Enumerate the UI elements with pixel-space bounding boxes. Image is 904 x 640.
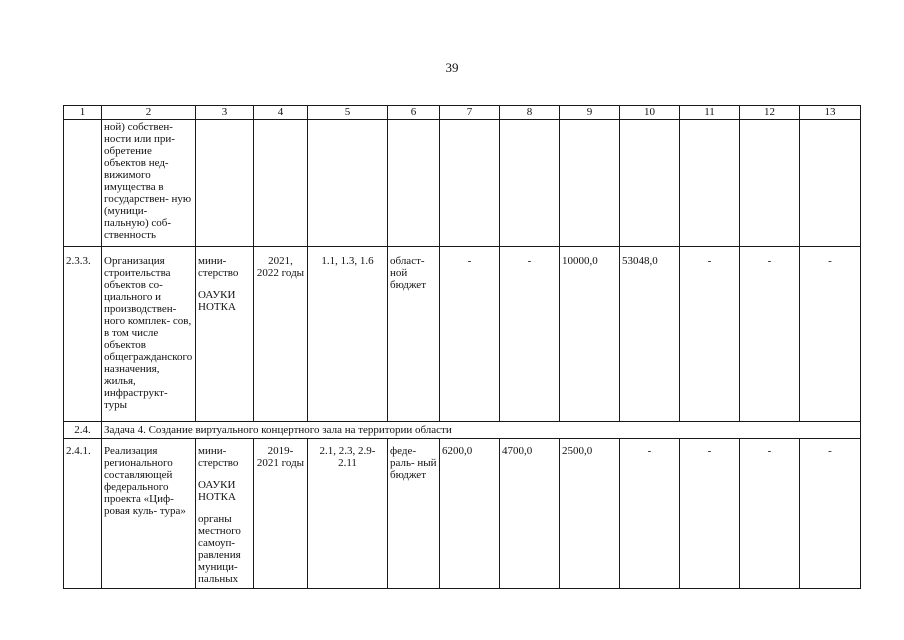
executor-line: мини- стерство	[198, 255, 239, 279]
table-row	[64, 439, 861, 589]
source-cell: област- ной бюджет	[388, 247, 440, 422]
executor-line: мини- стерство	[198, 445, 239, 469]
executor-cell	[196, 439, 254, 589]
header-row	[64, 106, 861, 120]
value-cell: -	[680, 247, 740, 422]
row-number: 2.3.3.	[64, 247, 102, 422]
value-cell: 6200,0	[440, 439, 500, 589]
header-cell: 11	[680, 106, 740, 120]
header-cell: 12	[740, 106, 800, 120]
value-cell: -	[740, 439, 800, 589]
table-cell	[388, 120, 440, 247]
executor-cell	[196, 247, 254, 422]
table-cell	[196, 120, 254, 247]
row-name-cell: Организация строительства объектов со- циального и производствен- ного комплек- сов, в том числе объектов общегражданского назначения, жилья, инфраструкт- туры	[102, 247, 196, 422]
table-cell	[680, 120, 740, 247]
table-cell	[500, 120, 560, 247]
table-cell	[560, 120, 620, 247]
header-cell: 3	[196, 106, 254, 120]
table-row	[64, 120, 861, 247]
indicators-cell: 2.1, 2.3, 2.9- 2.11	[308, 439, 388, 589]
executor-line: органы местного самоуп- равления муници- пальных	[198, 513, 241, 585]
task-title: Задача 4. Создание виртуального концертного зала на территории области	[102, 422, 861, 439]
table-cell	[740, 120, 800, 247]
header-cell: 9	[560, 106, 620, 120]
value-cell: -	[620, 439, 680, 589]
header-cell: 5	[308, 106, 388, 120]
table-row	[64, 247, 861, 422]
row-name-cell: Реализация регионального составляющей федерального проекта «Циф- ровая куль- тура»	[102, 439, 196, 589]
page-number: 39	[445, 60, 459, 75]
value-cell: 2500,0	[560, 439, 620, 589]
table-cell	[64, 120, 102, 247]
row-name-cell: ной) собствен- ности или при- обретение объектов нед- вижимого имущества в государствен- ную (муници- пальную) соб- ственность	[102, 120, 196, 247]
header-cell: 2	[102, 106, 196, 120]
value-cell: -	[740, 247, 800, 422]
executor-line: ОАУКИ НОТКА	[198, 479, 236, 503]
program-table	[63, 105, 861, 589]
row-number: 2.4.1.	[64, 439, 102, 589]
source-cell: феде- раль- ный бюджет	[388, 439, 440, 589]
task-number: 2.4.	[64, 422, 102, 439]
header-cell: 1	[64, 106, 102, 120]
header-cell: 4	[254, 106, 308, 120]
value-cell: -	[500, 247, 560, 422]
years-cell: 2019- 2021 годы	[254, 439, 308, 589]
executor-line: ОАУКИ НОТКА	[198, 289, 236, 313]
indicators-cell: 1.1, 1.3, 1.6	[308, 247, 388, 422]
header-cell: 10	[620, 106, 680, 120]
table-cell	[308, 120, 388, 247]
table-cell	[440, 120, 500, 247]
value-cell: -	[800, 439, 861, 589]
years-cell: 2021, 2022 годы	[254, 247, 308, 422]
value-cell: -	[800, 247, 861, 422]
header-cell: 6	[388, 106, 440, 120]
header-cell: 7	[440, 106, 500, 120]
value-cell: 10000,0	[560, 247, 620, 422]
table-cell	[620, 120, 680, 247]
header-cell: 13	[800, 106, 861, 120]
value-cell: 4700,0	[500, 439, 560, 589]
table-cell	[254, 120, 308, 247]
value-cell: 53048,0	[620, 247, 680, 422]
header-cell: 8	[500, 106, 560, 120]
value-cell: -	[680, 439, 740, 589]
task-row	[64, 422, 861, 439]
value-cell: -	[440, 247, 500, 422]
table-cell	[800, 120, 861, 247]
